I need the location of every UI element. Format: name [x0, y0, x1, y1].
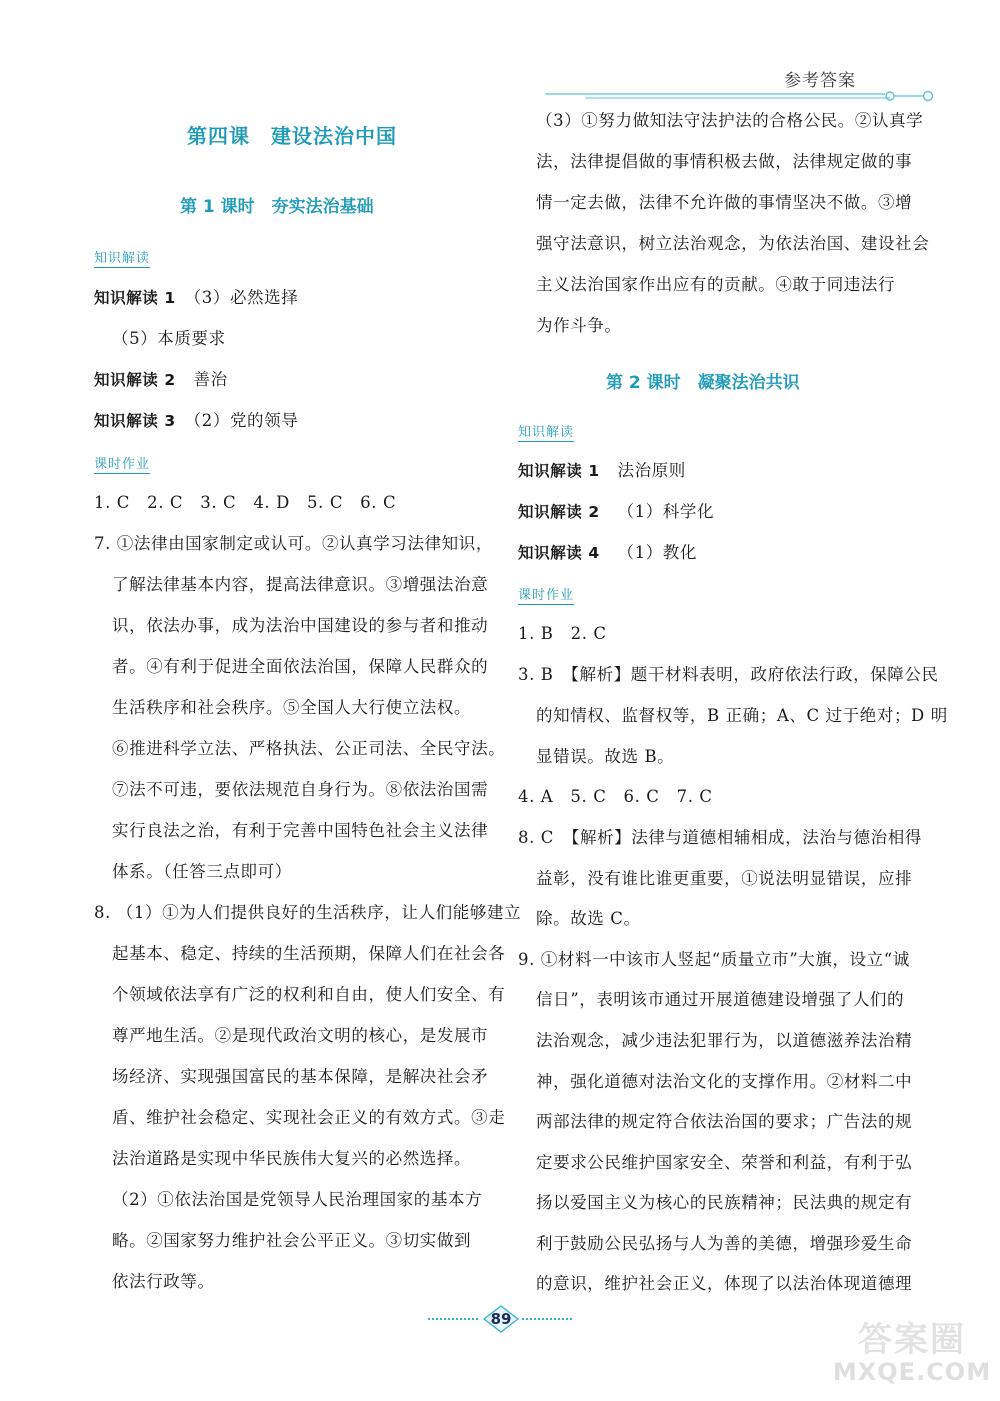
- lesson-title: 第四课 建设法治中国: [187, 124, 397, 148]
- knowledge-text: （2）党的领导: [184, 411, 299, 430]
- answer-line: 9. ①材料一中该市人竖起“质量立市”大旗，设立“诚: [518, 950, 910, 969]
- answer-line: 依法行政等。: [112, 1272, 215, 1291]
- answer-line: 1. C 2. C 3. C 4. D 5. C 6. C: [94, 493, 397, 512]
- header-decoration: [545, 88, 940, 104]
- answer-line: 的意识，维护社会正义，体现了以法治体现道德理: [536, 1274, 913, 1293]
- answer-line: 识，依法办事，成为法治中国建设的参与者和推动: [112, 616, 489, 635]
- knowledge-lead: 知识解读 2: [518, 503, 600, 521]
- answer-line: 1. B 2. C: [518, 624, 607, 643]
- answer-line: （3）①努力做知法守法护法的合格公民。②认真学: [536, 111, 924, 130]
- knowledge-text: 法治原则: [617, 461, 686, 480]
- answer-line: ⑥推进科学立法、严格执法、公正司法、全民守法。: [112, 739, 506, 758]
- tag-knowledge: 知识解读: [94, 247, 150, 268]
- answer-line: 神，强化道德对法治文化的支撑作用。②材料二中: [536, 1072, 913, 1091]
- knowledge-lead: 知识解读 1: [518, 462, 600, 480]
- watermark-url: MXQE.COM: [832, 1358, 992, 1386]
- knowledge-text: （1）科学化: [617, 502, 715, 521]
- running-header: 参考答案: [784, 71, 856, 91]
- tag-knowledge: 知识解读: [518, 421, 574, 442]
- knowledge-lead: 知识解读 1: [94, 289, 176, 307]
- tag-homework: 课时作业: [94, 453, 150, 474]
- answer-line: 强守法意识，树立法治观念，为依法治国、建设社会: [536, 234, 930, 253]
- knowledge-text: （1）教化: [617, 543, 697, 562]
- answer-line: 的知情权、监督权等，B 正确；A、C 过于绝对；D 明: [536, 706, 948, 725]
- answer-line: 8. C 【解析】法律与道德相辅相成，法治与德治相得: [518, 828, 922, 847]
- knowledge-item: [518, 502, 714, 522]
- answer-line: 个领域依法享有广泛的权利和自由，使人们安全、有: [112, 985, 506, 1004]
- answer-line: 除。故选 C。: [536, 909, 641, 928]
- knowledge-text: 善治: [193, 370, 228, 389]
- answer-line: 了解法律基本内容，提高法律意识。③增强法治意: [112, 575, 489, 594]
- answer-line: 法治观念，减少违法犯罪行为，以道德滋养法治精: [536, 1031, 913, 1050]
- page-number: 89: [490, 1310, 512, 1328]
- answer-line: 生活秩序和社会秩序。⑤全国人大行使立法权。: [112, 698, 472, 717]
- answer-line: 定要求公民维护国家安全、荣誉和利益，有利于弘: [536, 1153, 913, 1172]
- knowledge-lead: 知识解读 4: [518, 544, 600, 562]
- answer-line: 略。②国家努力维护社会公平正义。③切实做到: [112, 1231, 472, 1250]
- knowledge-item: [518, 461, 686, 481]
- answer-line: 实行良法之治，有利于完善中国特色社会主义法律: [112, 821, 489, 840]
- answer-line: （2）①依法治国是党领导人民治理国家的基本方: [112, 1190, 483, 1209]
- knowledge-item: [94, 370, 228, 390]
- knowledge-text: （5）本质要求: [112, 329, 226, 348]
- answer-line: 8. （1）①为人们提供良好的生活秩序，让人们能够建立: [94, 903, 522, 922]
- knowledge-item: [518, 543, 697, 563]
- answer-line: 起基本、稳定、持续的生活预期，保障人们在社会各: [112, 944, 506, 963]
- knowledge-text: （3）必然选择: [184, 288, 299, 307]
- watermark-logo: [832, 1310, 992, 1395]
- knowledge-lead: 知识解读 3: [94, 412, 176, 430]
- answer-line: 体系。（任答三点即可）: [112, 862, 292, 881]
- answer-line: 4. A 5. C 6. C 7. C: [518, 787, 713, 806]
- answer-line: ⑦法不可违，要依法规范自身行为。⑧依法治国需: [112, 780, 489, 799]
- answer-line: 法，法律提倡做的事情积极去做，法律规定做的事: [536, 152, 913, 171]
- answer-line: 益彰，没有谁比谁更重要，①说法明显错误，应排: [536, 869, 913, 888]
- answer-line: 尊严地生活。②是现代政治文明的核心，是发展市: [112, 1026, 489, 1045]
- answer-line: 信日”，表明该市通过开展道德建设增强了人们的: [536, 990, 905, 1009]
- answer-line: 主义法治国家作出应有的贡献。④敢于同违法行: [536, 275, 896, 294]
- answer-line: 扬以爱国主义为核心的民族精神；民法典的规定有: [536, 1193, 913, 1212]
- answer-line: 场经济、实现强国富民的基本保障，是解决社会矛: [112, 1067, 489, 1086]
- answer-line: 为作斗争。: [536, 316, 622, 335]
- knowledge-item: [94, 288, 298, 308]
- knowledge-item: [94, 411, 298, 431]
- page-number-badge: [428, 1303, 574, 1335]
- section-title-1: 第 1 课时 夯实法治基础: [180, 197, 374, 217]
- answer-line: 利于鼓励公民弘扬与人为善的美德，增强珍爱生命: [536, 1234, 913, 1253]
- answer-line: 7. ①法律由国家制定或认可。②认真学习法律知识，: [94, 534, 493, 553]
- watermark-text: 答案圈: [858, 1320, 966, 1360]
- answer-line: 显错误。故选 B。: [536, 747, 675, 766]
- tag-homework: 课时作业: [518, 584, 574, 605]
- answer-line: 两部法律的规定符合依法治国的要求；广告法的规: [536, 1112, 913, 1131]
- answer-line: 盾、维护社会稳定、实现社会正义的有效方式。③走: [112, 1108, 506, 1127]
- answer-line: 法治道路是实现中华民族伟大复兴的必然选择。: [112, 1149, 472, 1168]
- section-title-2: 第 2 课时 凝聚法治共识: [606, 373, 800, 393]
- answer-line: 3. B 【解析】题干材料表明，政府依法行政，保障公民: [518, 665, 939, 684]
- knowledge-lead: 知识解读 2: [94, 371, 176, 389]
- answer-line: 者。④有利于促进全面依法治国，保障人民群众的: [112, 657, 489, 676]
- answer-line: 情一定去做，法律不允许做的事情坚决不做。③增: [536, 193, 913, 212]
